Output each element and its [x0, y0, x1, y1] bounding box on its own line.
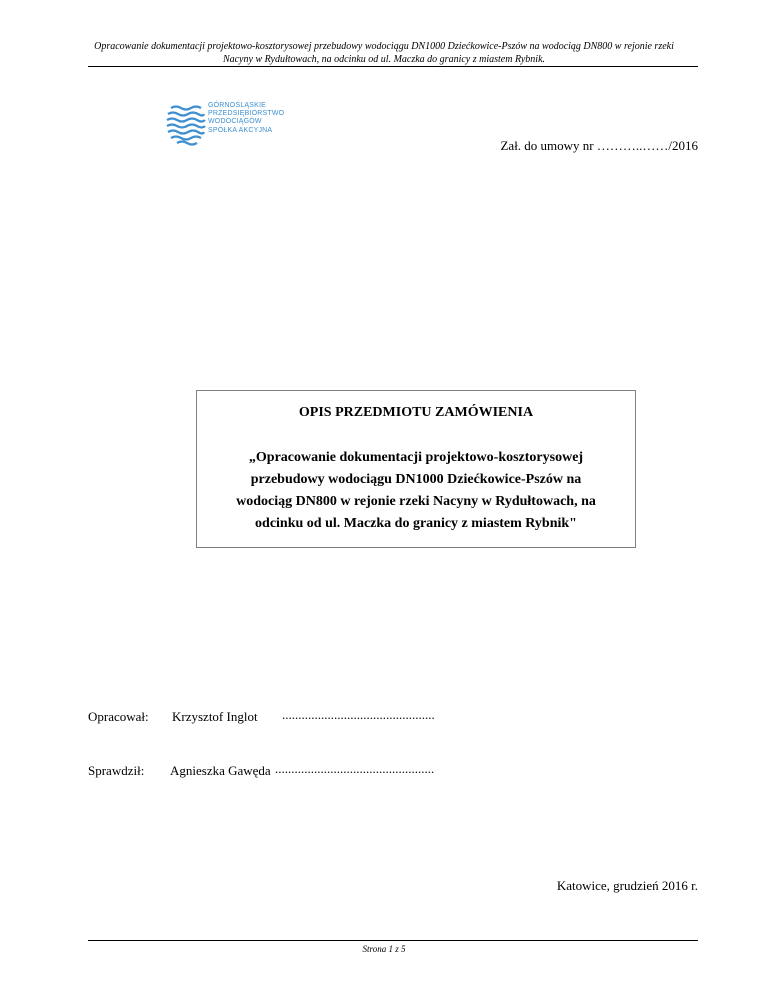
subtitle-line: „Opracowanie dokumentacji projektowo-kosztorysowej	[248, 450, 584, 465]
title-box	[196, 390, 636, 548]
subtitle-line: wodociąg DN800 w rejonie rzeki Nacyny w Rydułtowach, na	[236, 494, 596, 509]
annex-note: Zał. do umowy nr ………..……/2016	[500, 138, 698, 153]
prepared-by-label: Opracował:	[88, 709, 149, 724]
place-and-date: Katowice, grudzień 2016 r.	[556, 878, 698, 893]
document-title: OPIS PRZEDMIOTU ZAMÓWIENIA	[298, 405, 534, 420]
footer-divider	[88, 940, 698, 941]
checked-by-name: Agnieszka Gawęda	[170, 763, 271, 778]
header-line-1: Opracowanie dokumentacji projektowo-kosztorysowej przebudowy wodociągu DN1000 Dziećkowice-Pszów na wodociąg DN800 w rejonie rzeki	[94, 41, 674, 52]
company-logo-text	[208, 102, 284, 135]
document-subtitle	[207, 447, 625, 535]
page-header	[80, 40, 688, 66]
logo-line: SPÓŁKA AKCYJNA	[208, 126, 273, 134]
logo-line: WODOCIĄGÓW	[208, 118, 262, 126]
checked-by-label: Sprawdził:	[88, 763, 145, 778]
logo-line: PRZEDSIĘBIORSTWO	[208, 110, 285, 118]
subtitle-line: przebudowy wodociągu DN1000 Dziećkowice-Pszów na	[250, 472, 582, 487]
header-divider	[88, 66, 698, 67]
header-line-2: Nacyny w Rydułtowach, na odcinku od ul. Maczka do granicy z miastem Rybnik.	[222, 54, 546, 65]
prepared-by-name: Krzysztof Inglot	[172, 709, 258, 724]
subtitle-line: odcinku od ul. Maczka do granicy z miastem Rybnik"	[255, 516, 577, 531]
page-number: Strona 1 z 5	[362, 944, 406, 954]
prepared-by-signature-line: ...............................................	[282, 707, 435, 722]
checked-by-signature-line: .................................................	[275, 761, 435, 776]
logo-line: GÓRNOŚLĄSKIE	[208, 102, 267, 109]
